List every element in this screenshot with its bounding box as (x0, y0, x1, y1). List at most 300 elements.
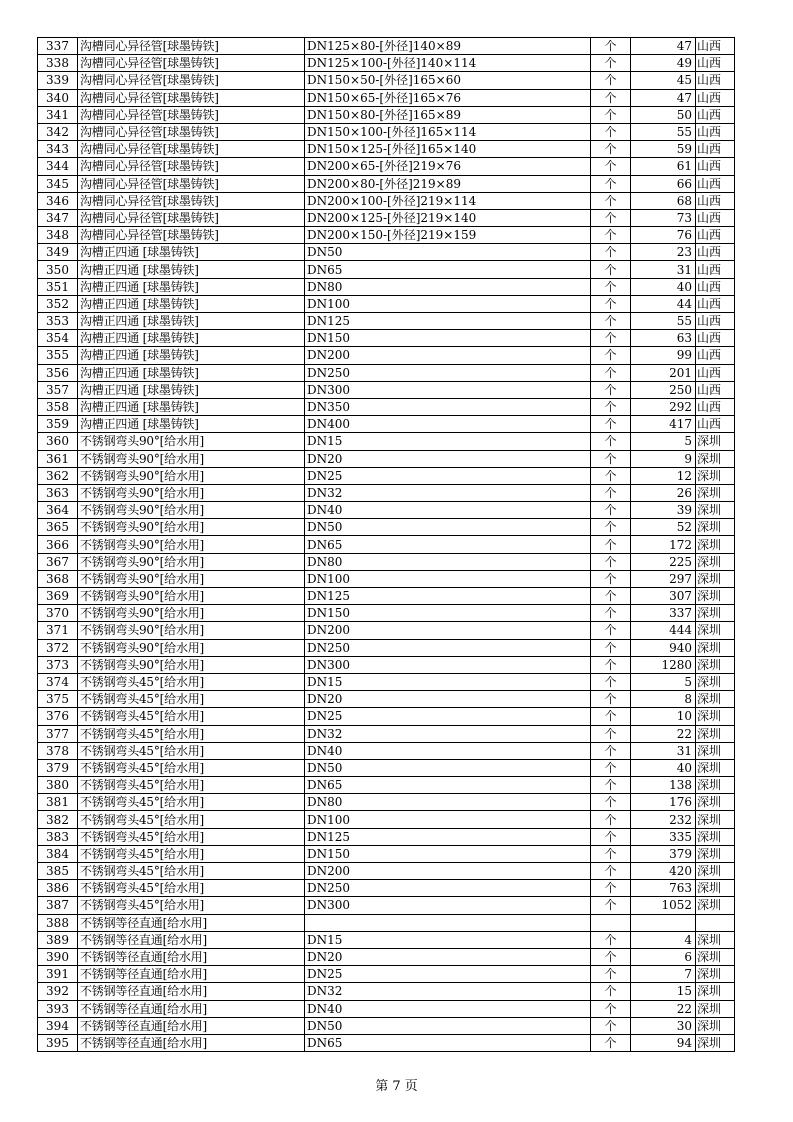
item-spec-cell: DN40 (305, 502, 591, 519)
table-row (38, 519, 735, 536)
item-name-cell: 不锈钢弯头45°[给水用] (78, 691, 305, 708)
price-table-body (38, 38, 735, 1052)
item-name-cell: 沟槽同心异径管[球墨铸铁] (78, 123, 305, 140)
item-number-cell: 372 (38, 639, 78, 656)
item-unit-cell: 个 (591, 209, 631, 226)
item-name-cell: 不锈钢弯头45°[给水用] (78, 725, 305, 742)
item-name-cell: 不锈钢等径直通[给水用] (78, 1017, 305, 1034)
item-unit-cell: 个 (591, 811, 631, 828)
item-spec-cell: DN32 (305, 484, 591, 501)
item-spec-cell: DN200 (305, 863, 591, 880)
item-region-cell: 深圳 (696, 811, 735, 828)
item-spec-cell: DN200×80-[外径]219×89 (305, 175, 591, 192)
item-region-cell: 深圳 (696, 931, 735, 948)
item-spec-cell: DN15 (305, 433, 591, 450)
item-name-cell: 沟槽同心异径管[球墨铸铁] (78, 227, 305, 244)
item-number-cell: 391 (38, 966, 78, 983)
item-number-cell: 375 (38, 691, 78, 708)
item-name-cell: 不锈钢弯头90°[给水用] (78, 639, 305, 656)
item-unit-cell: 个 (591, 983, 631, 1000)
item-region-cell: 山西 (696, 261, 735, 278)
item-number-cell: 381 (38, 794, 78, 811)
item-region-cell: 深圳 (696, 588, 735, 605)
page-number: 第 7 页 (375, 1079, 418, 1094)
item-number-cell: 347 (38, 209, 78, 226)
table-row (38, 295, 735, 312)
item-unit-cell: 个 (591, 588, 631, 605)
item-number-cell: 352 (38, 295, 78, 312)
item-number-cell: 349 (38, 244, 78, 261)
table-row (38, 347, 735, 364)
item-spec-cell: DN100 (305, 811, 591, 828)
item-region-cell: 山西 (696, 244, 735, 261)
item-price-cell: 6 (631, 948, 696, 965)
item-number-cell: 389 (38, 931, 78, 948)
table-row (38, 794, 735, 811)
item-unit-cell: 个 (591, 398, 631, 415)
item-name-cell: 不锈钢弯头45°[给水用] (78, 845, 305, 862)
item-name-cell: 沟槽同心异径管[球墨铸铁] (78, 89, 305, 106)
item-number-cell: 339 (38, 72, 78, 89)
item-price-cell: 307 (631, 588, 696, 605)
table-row (38, 38, 735, 55)
item-number-cell: 367 (38, 553, 78, 570)
item-region-cell: 山西 (696, 123, 735, 140)
table-row (38, 931, 735, 948)
item-price-cell: 49 (631, 55, 696, 72)
item-name-cell: 不锈钢弯头45°[给水用] (78, 777, 305, 794)
item-region-cell: 深圳 (696, 656, 735, 673)
item-name-cell: 不锈钢弯头45°[给水用] (78, 673, 305, 690)
item-price-cell: 297 (631, 570, 696, 587)
item-unit-cell: 个 (591, 536, 631, 553)
item-unit-cell: 个 (591, 725, 631, 742)
item-name-cell: 不锈钢等径直通[给水用] (78, 983, 305, 1000)
item-name-cell: 沟槽同心异径管[球墨铸铁] (78, 72, 305, 89)
item-unit-cell: 个 (591, 759, 631, 776)
item-spec-cell: DN150 (305, 845, 591, 862)
item-unit-cell: 个 (591, 72, 631, 89)
item-spec-cell: DN32 (305, 725, 591, 742)
item-spec-cell: DN150×125-[外径]165×140 (305, 141, 591, 158)
item-unit-cell: 个 (591, 158, 631, 175)
item-price-cell: 335 (631, 828, 696, 845)
item-number-cell: 384 (38, 845, 78, 862)
item-spec-cell: DN150×100-[外径]165×114 (305, 123, 591, 140)
item-price-cell: 59 (631, 141, 696, 158)
table-row (38, 897, 735, 914)
item-region-cell: 深圳 (696, 605, 735, 622)
item-region-cell: 深圳 (696, 1017, 735, 1034)
item-price-cell: 55 (631, 123, 696, 140)
item-price-cell: 9 (631, 450, 696, 467)
item-number-cell: 340 (38, 89, 78, 106)
item-region-cell: 深圳 (696, 983, 735, 1000)
item-region-cell: 山西 (696, 295, 735, 312)
item-number-cell: 360 (38, 433, 78, 450)
item-price-cell: 201 (631, 364, 696, 381)
item-name-cell: 不锈钢弯头90°[给水用] (78, 467, 305, 484)
item-price-cell: 26 (631, 484, 696, 501)
item-spec-cell: DN125×80-[外径]140×89 (305, 38, 591, 55)
item-price-cell: 31 (631, 742, 696, 759)
item-unit-cell: 个 (591, 192, 631, 209)
item-spec-cell: DN200 (305, 622, 591, 639)
item-spec-cell: DN125 (305, 313, 591, 330)
table-row (38, 570, 735, 587)
item-number-cell: 346 (38, 192, 78, 209)
item-spec-cell: DN200 (305, 347, 591, 364)
item-name-cell: 沟槽正四通 [球墨铸铁] (78, 398, 305, 415)
item-price-cell: 22 (631, 725, 696, 742)
item-name-cell: 不锈钢弯头90°[给水用] (78, 502, 305, 519)
item-name-cell: 沟槽同心异径管[球墨铸铁] (78, 192, 305, 209)
item-unit-cell: 个 (591, 931, 631, 948)
item-name-cell: 沟槽正四通 [球墨铸铁] (78, 364, 305, 381)
table-row (38, 725, 735, 742)
item-price-cell: 22 (631, 1000, 696, 1017)
item-region-cell: 深圳 (696, 845, 735, 862)
item-spec-cell: DN32 (305, 983, 591, 1000)
item-price-cell: 47 (631, 89, 696, 106)
item-price-cell: 250 (631, 381, 696, 398)
item-spec-cell: DN400 (305, 416, 591, 433)
item-number-cell: 363 (38, 484, 78, 501)
item-region-cell: 山西 (696, 330, 735, 347)
item-number-cell: 370 (38, 605, 78, 622)
item-number-cell: 368 (38, 570, 78, 587)
item-spec-cell: DN300 (305, 897, 591, 914)
item-price-cell: 68 (631, 192, 696, 209)
table-row (38, 192, 735, 209)
item-number-cell: 377 (38, 725, 78, 742)
table-row (38, 55, 735, 72)
item-name-cell: 不锈钢弯头90°[给水用] (78, 656, 305, 673)
item-spec-cell: DN350 (305, 398, 591, 415)
table-row (38, 845, 735, 862)
item-unit-cell: 个 (591, 106, 631, 123)
item-number-cell: 354 (38, 330, 78, 347)
item-region-cell: 深圳 (696, 863, 735, 880)
item-unit-cell: 个 (591, 502, 631, 519)
item-spec-cell: DN150 (305, 605, 591, 622)
item-name-cell: 不锈钢弯头90°[给水用] (78, 484, 305, 501)
item-price-cell: 50 (631, 106, 696, 123)
item-name-cell: 不锈钢弯头90°[给水用] (78, 450, 305, 467)
item-name-cell: 沟槽正四通 [球墨铸铁] (78, 261, 305, 278)
item-unit-cell: 个 (591, 416, 631, 433)
item-region-cell: 山西 (696, 347, 735, 364)
table-row (38, 673, 735, 690)
item-price-cell: 763 (631, 880, 696, 897)
item-unit-cell: 个 (591, 622, 631, 639)
item-unit-cell: 个 (591, 673, 631, 690)
item-region-cell: 山西 (696, 381, 735, 398)
item-price-cell: 420 (631, 863, 696, 880)
item-unit-cell: 个 (591, 347, 631, 364)
item-name-cell: 不锈钢弯头45°[给水用] (78, 897, 305, 914)
item-spec-cell: DN250 (305, 364, 591, 381)
table-row (38, 1034, 735, 1051)
item-unit-cell: 个 (591, 742, 631, 759)
item-unit-cell: 个 (591, 1000, 631, 1017)
item-name-cell: 不锈钢弯头45°[给水用] (78, 828, 305, 845)
item-price-cell: 73 (631, 209, 696, 226)
item-spec-cell: DN25 (305, 966, 591, 983)
item-price-cell: 225 (631, 553, 696, 570)
table-row (38, 605, 735, 622)
item-spec-cell: DN25 (305, 467, 591, 484)
table-row (38, 811, 735, 828)
item-region-cell: 深圳 (696, 897, 735, 914)
item-spec-cell: DN125×100-[外径]140×114 (305, 55, 591, 72)
table-row (38, 244, 735, 261)
item-price-cell: 63 (631, 330, 696, 347)
item-unit-cell: 个 (591, 244, 631, 261)
item-spec-cell: DN150 (305, 330, 591, 347)
item-region-cell: 山西 (696, 158, 735, 175)
table-row (38, 777, 735, 794)
item-unit-cell: 个 (591, 691, 631, 708)
item-region-cell: 山西 (696, 313, 735, 330)
table-row (38, 553, 735, 570)
table-row (38, 588, 735, 605)
table-row (38, 209, 735, 226)
item-price-cell: 1052 (631, 897, 696, 914)
item-unit-cell: 个 (591, 948, 631, 965)
item-number-cell: 355 (38, 347, 78, 364)
item-name-cell: 沟槽正四通 [球墨铸铁] (78, 347, 305, 364)
item-price-cell: 292 (631, 398, 696, 415)
item-spec-cell: DN65 (305, 777, 591, 794)
item-number-cell: 373 (38, 656, 78, 673)
table-row (38, 175, 735, 192)
item-number-cell: 343 (38, 141, 78, 158)
table-row (38, 691, 735, 708)
item-unit-cell: 个 (591, 897, 631, 914)
item-unit-cell: 个 (591, 450, 631, 467)
item-number-cell: 365 (38, 519, 78, 536)
item-region-cell: 山西 (696, 141, 735, 158)
item-name-cell: 沟槽正四通 [球墨铸铁] (78, 381, 305, 398)
item-unit-cell: 个 (591, 656, 631, 673)
item-unit-cell: 个 (591, 313, 631, 330)
item-name-cell: 不锈钢弯头45°[给水用] (78, 811, 305, 828)
item-spec-cell: DN100 (305, 295, 591, 312)
item-number-cell: 366 (38, 536, 78, 553)
item-region-cell: 山西 (696, 175, 735, 192)
item-unit-cell: 个 (591, 777, 631, 794)
item-name-cell: 沟槽同心异径管[球墨铸铁] (78, 55, 305, 72)
item-name-cell: 沟槽正四通 [球墨铸铁] (78, 416, 305, 433)
item-price-cell: 47 (631, 38, 696, 55)
item-name-cell: 不锈钢弯头45°[给水用] (78, 863, 305, 880)
item-number-cell: 348 (38, 227, 78, 244)
item-spec-cell: DN200×150-[外径]219×159 (305, 227, 591, 244)
table-row (38, 863, 735, 880)
item-unit-cell: 个 (591, 89, 631, 106)
item-unit-cell: 个 (591, 364, 631, 381)
item-region-cell: 深圳 (696, 502, 735, 519)
item-region-cell: 山西 (696, 72, 735, 89)
item-region-cell: 深圳 (696, 622, 735, 639)
item-region-cell: 山西 (696, 209, 735, 226)
table-row (38, 433, 735, 450)
item-unit-cell: 个 (591, 381, 631, 398)
item-region-cell: 深圳 (696, 673, 735, 690)
item-price-cell: 4 (631, 931, 696, 948)
item-unit-cell: 个 (591, 484, 631, 501)
item-name-cell: 不锈钢弯头90°[给水用] (78, 570, 305, 587)
item-name-cell: 沟槽正四通 [球墨铸铁] (78, 278, 305, 295)
item-price-cell: 55 (631, 313, 696, 330)
item-number-cell: 376 (38, 708, 78, 725)
item-number-cell: 359 (38, 416, 78, 433)
item-unit-cell: 个 (591, 570, 631, 587)
item-spec-cell: DN80 (305, 553, 591, 570)
item-name-cell: 不锈钢等径直通[给水用] (78, 1034, 305, 1051)
table-row (38, 313, 735, 330)
table-row (38, 141, 735, 158)
table-row (38, 72, 735, 89)
item-price-cell: 138 (631, 777, 696, 794)
table-row (38, 227, 735, 244)
item-number-cell: 388 (38, 914, 78, 931)
item-region-cell: 深圳 (696, 777, 735, 794)
item-price-cell: 94 (631, 1034, 696, 1051)
item-name-cell: 不锈钢等径直通[给水用] (78, 931, 305, 948)
item-price-cell: 337 (631, 605, 696, 622)
price-table (37, 37, 735, 1052)
item-number-cell: 371 (38, 622, 78, 639)
item-name-cell: 沟槽同心异径管[球墨铸铁] (78, 209, 305, 226)
item-spec-cell: DN50 (305, 759, 591, 776)
item-name-cell: 沟槽同心异径管[球墨铸铁] (78, 175, 305, 192)
item-unit-cell: 个 (591, 55, 631, 72)
item-name-cell: 沟槽正四通 [球墨铸铁] (78, 295, 305, 312)
item-region-cell: 山西 (696, 364, 735, 381)
table-row (38, 330, 735, 347)
item-number-cell: 383 (38, 828, 78, 845)
item-spec-cell: DN200×65-[外径]219×76 (305, 158, 591, 175)
table-row (38, 467, 735, 484)
item-region-cell: 深圳 (696, 467, 735, 484)
item-number-cell: 361 (38, 450, 78, 467)
item-number-cell: 350 (38, 261, 78, 278)
item-unit-cell: 个 (591, 295, 631, 312)
item-name-cell: 不锈钢等径直通[给水用] (78, 1000, 305, 1017)
item-price-cell: 176 (631, 794, 696, 811)
item-unit-cell: 个 (591, 880, 631, 897)
item-region-cell: 深圳 (696, 484, 735, 501)
item-spec-cell: DN50 (305, 244, 591, 261)
item-price-cell: 444 (631, 622, 696, 639)
item-spec-cell: DN250 (305, 639, 591, 656)
table-row (38, 828, 735, 845)
item-number-cell: 364 (38, 502, 78, 519)
item-price-cell: 40 (631, 759, 696, 776)
item-price-cell: 40 (631, 278, 696, 295)
item-spec-cell: DN300 (305, 381, 591, 398)
item-number-cell: 344 (38, 158, 78, 175)
item-name-cell: 沟槽同心异径管[球墨铸铁] (78, 106, 305, 123)
item-region-cell: 深圳 (696, 433, 735, 450)
item-unit-cell: 个 (591, 605, 631, 622)
table-row (38, 89, 735, 106)
item-region-cell: 深圳 (696, 450, 735, 467)
item-region-cell: 山西 (696, 398, 735, 415)
table-row (38, 759, 735, 776)
table-row (38, 278, 735, 295)
item-region-cell: 山西 (696, 106, 735, 123)
item-number-cell: 357 (38, 381, 78, 398)
item-name-cell: 不锈钢弯头90°[给水用] (78, 553, 305, 570)
item-number-cell: 345 (38, 175, 78, 192)
table-row (38, 742, 735, 759)
item-price-cell: 379 (631, 845, 696, 862)
item-name-cell: 沟槽同心异径管[球墨铸铁] (78, 141, 305, 158)
item-unit-cell: 个 (591, 1034, 631, 1051)
item-name-cell: 不锈钢弯头45°[给水用] (78, 742, 305, 759)
item-number-cell: 393 (38, 1000, 78, 1017)
table-row (38, 123, 735, 140)
item-unit-cell: 个 (591, 966, 631, 983)
item-region-cell: 山西 (696, 38, 735, 55)
item-price-cell: 30 (631, 1017, 696, 1034)
table-row (38, 450, 735, 467)
item-price-cell (631, 914, 696, 931)
table-row (38, 880, 735, 897)
item-name-cell: 不锈钢弯头45°[给水用] (78, 794, 305, 811)
table-row (38, 983, 735, 1000)
item-region-cell: 深圳 (696, 708, 735, 725)
item-spec-cell: DN65 (305, 1034, 591, 1051)
item-price-cell: 232 (631, 811, 696, 828)
item-price-cell: 45 (631, 72, 696, 89)
item-region-cell: 山西 (696, 416, 735, 433)
item-number-cell: 392 (38, 983, 78, 1000)
item-number-cell: 374 (38, 673, 78, 690)
item-name-cell: 沟槽正四通 [球墨铸铁] (78, 330, 305, 347)
table-row (38, 966, 735, 983)
item-unit-cell: 个 (591, 38, 631, 55)
table-row (38, 416, 735, 433)
item-name-cell: 不锈钢弯头45°[给水用] (78, 759, 305, 776)
item-number-cell: 385 (38, 863, 78, 880)
item-name-cell: 不锈钢等径直通[给水用] (78, 914, 305, 931)
item-number-cell: 351 (38, 278, 78, 295)
item-number-cell: 390 (38, 948, 78, 965)
item-price-cell: 5 (631, 673, 696, 690)
item-number-cell: 387 (38, 897, 78, 914)
item-unit-cell: 个 (591, 1017, 631, 1034)
item-region-cell: 山西 (696, 227, 735, 244)
item-unit-cell: 个 (591, 639, 631, 656)
item-unit-cell: 个 (591, 467, 631, 484)
table-row (38, 708, 735, 725)
table-row (38, 1017, 735, 1034)
table-row (38, 948, 735, 965)
item-spec-cell: DN25 (305, 708, 591, 725)
item-region-cell: 深圳 (696, 966, 735, 983)
item-region-cell: 深圳 (696, 570, 735, 587)
item-spec-cell: DN125 (305, 588, 591, 605)
item-region-cell: 深圳 (696, 828, 735, 845)
item-price-cell: 61 (631, 158, 696, 175)
item-region-cell: 深圳 (696, 691, 735, 708)
item-spec-cell: DN20 (305, 691, 591, 708)
item-unit-cell: 个 (591, 175, 631, 192)
